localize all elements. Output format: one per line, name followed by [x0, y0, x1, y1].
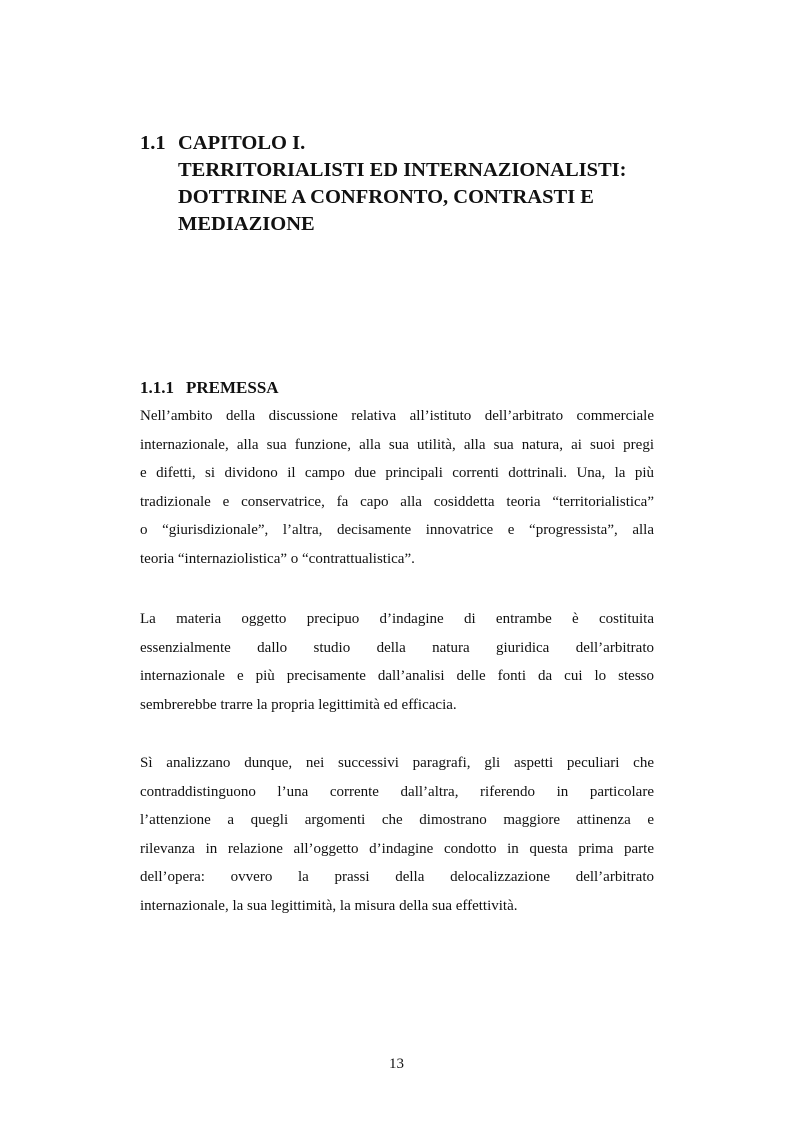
- paragraph-line: internazionale, la sua legittimità, la misura della sua effettività.: [140, 897, 518, 914]
- paragraph-line: contraddistinguono l’una corrente dall’altra, riferendo in particolare: [140, 783, 654, 800]
- paragraph-line: Sì analizzano dunque, nei successivi paragrafi, gli aspetti peculiari che: [140, 755, 654, 771]
- section-title: PREMESSA: [186, 378, 279, 397]
- chapter-title-line: CAPITOLO I.: [178, 132, 306, 154]
- chapter-title: [178, 130, 700, 238]
- paragraph-line: o “giurisdizionale”, l’altra, decisamente innovatrice e “progressista”, alla: [140, 522, 654, 539]
- chapter-title-line: DOTTRINE A CONFRONTO, CONTRASTI E: [178, 186, 594, 208]
- paragraph-line: Nell’ambito della discussione relativa all’istituto dell’arbitrato commerciale: [140, 408, 654, 424]
- paragraph-3: [140, 749, 654, 921]
- paragraph-2: [140, 605, 654, 719]
- chapter-number: 1.1: [140, 132, 166, 154]
- page-number: 13: [389, 1056, 404, 1072]
- paragraph-line: e difetti, si dividono il campo due principali correnti dottrinali. Una, la più: [140, 465, 654, 482]
- paragraph-line: La materia oggetto precipuo d’indagine di entrambe è costituita: [140, 611, 654, 627]
- paragraph-line: internazionale, alla sua funzione, alla sua utilità, alla sua natura, ai suoi pregi: [140, 436, 654, 453]
- paragraph-line: teoria “internaziolistica” o “contrattualistica”.: [140, 550, 415, 567]
- section-number: 1.1.1: [140, 378, 174, 397]
- paragraph-1: [140, 402, 654, 574]
- chapter-title-line: TERRITORIALISTI ED INTERNAZIONALISTI:: [178, 159, 627, 181]
- paragraph-line: sembrerebbe trarre la propria legittimità ed efficacia.: [140, 696, 457, 713]
- paragraph-line: internazionale e più precisamente dall’analisi delle fonti da cui lo stesso: [140, 668, 654, 685]
- chapter-heading: [140, 130, 700, 238]
- paragraph-line: l’attenzione a quegli argomenti che dimostrano maggiore attinenza e: [140, 812, 654, 829]
- paragraph-line: tradizionale e conservatrice, fa capo alla cosiddetta teoria “territorialistica”: [140, 493, 654, 510]
- paragraph-line: dell’opera: ovvero la prassi della delocalizzazione dell’arbitrato: [140, 869, 654, 886]
- chapter-title-line: MEDIAZIONE: [178, 213, 315, 235]
- paragraph-line: rilevanza in relazione all’oggetto d’indagine condotto in questa prima parte: [140, 840, 654, 857]
- paragraph-line: essenzialmente dallo studio della natura giuridica dell’arbitrato: [140, 639, 654, 656]
- section-heading: [140, 377, 279, 399]
